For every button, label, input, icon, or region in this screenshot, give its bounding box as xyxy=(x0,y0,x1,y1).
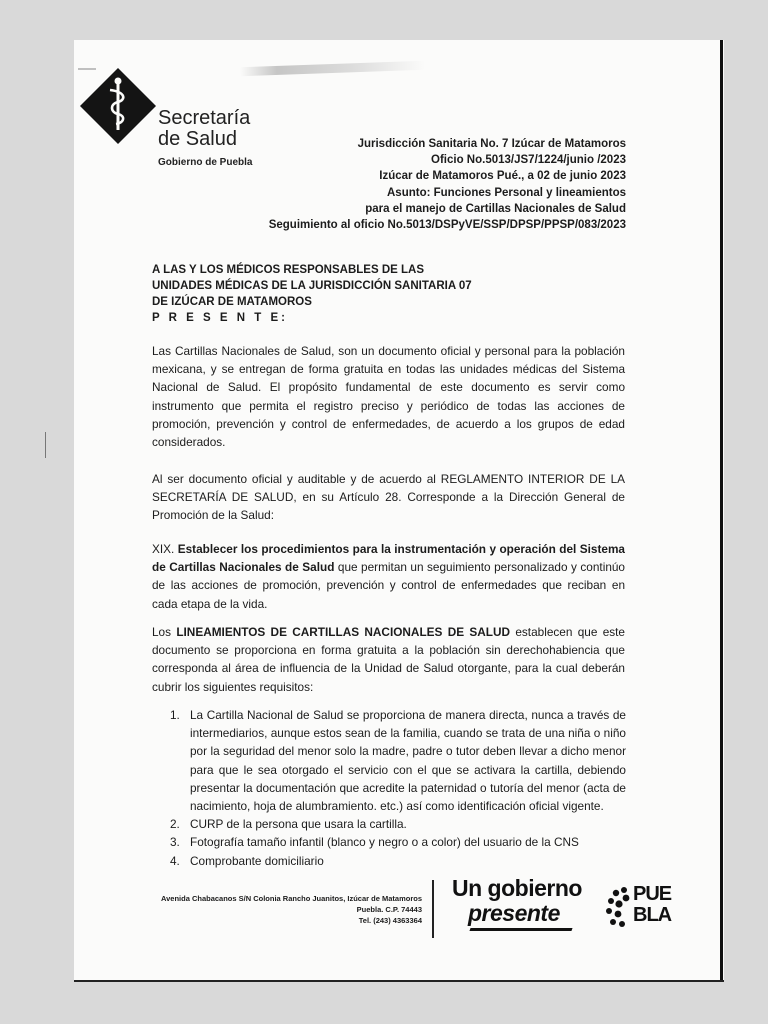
addressee-block xyxy=(152,262,472,326)
list-item xyxy=(170,815,626,833)
addressee-line-3: DE IZÚCAR DE MATAMOROS xyxy=(152,296,312,308)
footer-address-line-1: Avenida Chabacanos S/N Colonia Rancho Juanitos, Izúcar de Matamoros xyxy=(160,894,422,903)
jurisdiction-line: Jurisdicción Sanitaria No. 7 Izúcar de Matamoros xyxy=(357,138,626,150)
subject-line-2: para el manejo de Cartillas Nacionales de Salud xyxy=(365,202,626,215)
addressee-line-2: UNIDADES MÉDICAS DE LA JURISDICCIÓN SANITARIA 07 xyxy=(152,280,472,292)
slogan-underline xyxy=(469,928,572,931)
article-bold-text: Establecer los procedimientos para la instrumentación y operación del Sistema de Cartillas Nacionales de Salud xyxy=(152,542,625,575)
org-name-line1: Secretaría xyxy=(158,107,251,129)
subject-line-1: Asunto: Funciones Personal y lineamientos xyxy=(387,186,626,199)
requirements-list xyxy=(170,706,626,870)
list-item-text: Fotografía tamaño infantil (blanco y negro o a color) del usuario de la CNS xyxy=(190,835,579,850)
footer-address-line-2: Puebla. C.P. 74443 xyxy=(356,905,422,914)
reference-block xyxy=(269,136,626,233)
article-number: XIX. xyxy=(152,542,178,556)
paragraph-guidelines xyxy=(152,623,625,696)
paragraph-article-xix xyxy=(152,540,625,613)
list-item-text: La Cartilla Nacional de Salud se proporciona de manera directa, nunca a través de intermediarios, aunque estos sean de la familia, cuando se trata de una niña o niño por la seguridad del menor solo la madre, padre o tutor deben llevar a dicho menor para que le sea otorgado el servicio con el que se activara la cartilla, debiendo presentar la documentación que acredite la paternidad o tutoría del menor (acta de nacimiento, hoja de alumbramiento. etc.) así como identificación oficial vigente. xyxy=(190,708,626,814)
slogan-line-1: Un gobierno xyxy=(452,875,582,901)
paragraph-intro: Las Cartillas Nacionales de Salud, son un documento oficial y personal para la población mexicana, y se entregan de forma gratuita en todas las unidades médicas del Sistema Nacional de Salud. El propósito fundamental de este documento es servir como instrumento que permita el registro preciso y periódico de todas las acciones de promoción, prevención y control de enfermedades, de acuerdo a los grupos de edad considerados. xyxy=(152,344,625,450)
puebla-wordmark-line2: BLA xyxy=(633,904,672,926)
list-item xyxy=(170,706,626,815)
caduceus-diamond-icon xyxy=(80,68,156,144)
slogan-line-2: presente xyxy=(468,900,560,926)
list-item-text: CURP de la persona que usara la cartilla. xyxy=(190,817,407,832)
list-item-text: Comprobante domiciliario xyxy=(190,853,324,868)
org-subtitle: Gobierno de Puebla xyxy=(158,157,253,168)
guidelines-rest-text: establecen que este documento se proporciona en forma gratuita a la población sin derechohabiencia que corresponda al área de influencia de la Unidad de Salud otorgante, para la cual deberán cubrir los siguientes requisitos: xyxy=(152,625,625,694)
puebla-wordmark xyxy=(633,884,671,926)
place-date: Izúcar de Matamoros Pué., a 02 de junio 2023 xyxy=(379,170,626,183)
presente-line: P R E S E N T E: xyxy=(152,312,288,324)
footer-divider xyxy=(432,880,434,938)
list-item xyxy=(170,852,626,870)
scan-edge-bottom xyxy=(74,980,724,982)
footer-phone: Tel. (243) 4363364 xyxy=(358,916,422,925)
oficio-number: Oficio No.5013/JS7/1224/junio /2023 xyxy=(431,154,626,167)
org-name xyxy=(158,108,250,150)
list-item-number: 1. xyxy=(170,708,180,722)
scan-edge-right xyxy=(720,40,723,980)
followup-reference: Seguimiento al oficio No.5013/DSPyVE/SSP/DPSP/PPSP/083/2023 xyxy=(268,219,626,232)
puebla-wordmark-line1: PUE xyxy=(633,883,672,905)
list-item-number: 2. xyxy=(170,817,180,832)
scan-mark-left xyxy=(45,432,46,458)
guidelines-bold-title: LINEAMIENTOS DE CARTILLAS NACIONALES DE SALUD xyxy=(176,625,511,639)
puebla-emblem-icon xyxy=(604,884,634,930)
list-item xyxy=(170,833,626,851)
org-name-line2: de Salud xyxy=(158,128,237,150)
article-rest-text: que permitan un seguimiento personalizado y continúo de las acciones de promoción, prevención y control de enfermedades que reciban en cada etapa de la vida. xyxy=(152,560,625,611)
list-item-number: 4. xyxy=(170,853,180,868)
addressee-line-1: A LAS Y LOS MÉDICOS RESPONSABLES DE LAS xyxy=(152,264,424,276)
guidelines-prefix: Los xyxy=(152,625,177,639)
list-item-number: 3. xyxy=(170,835,180,850)
slogan-logo xyxy=(452,876,582,926)
footer-address xyxy=(161,893,422,926)
paragraph-regulation: Al ser documento oficial y auditable y de acuerdo al REGLAMENTO INTERIOR DE LA SECRETARÍA DE SALUD, en su Artículo 28. Corresponde a la Dirección General de Promoción de la Salud: xyxy=(152,472,625,523)
